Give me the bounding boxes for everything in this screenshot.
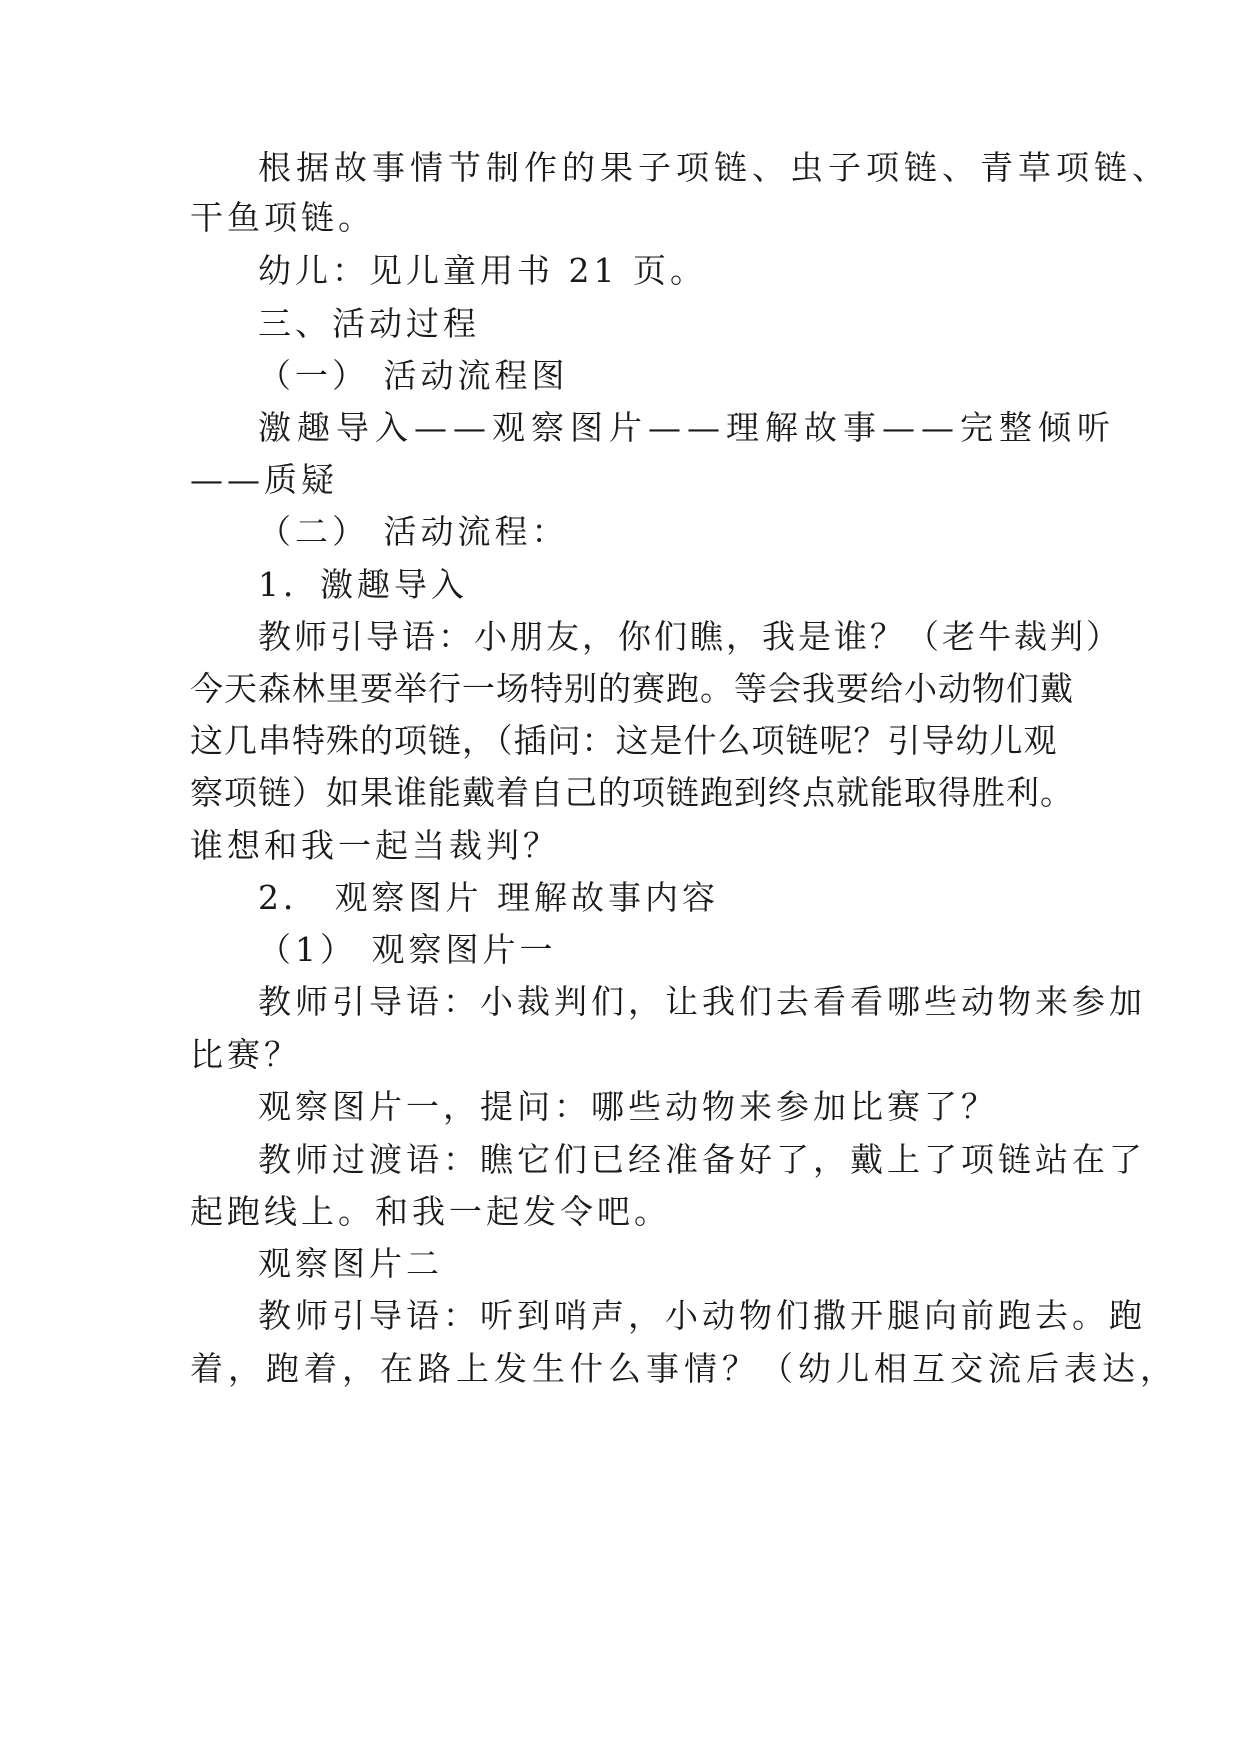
text-line: 干鱼项链。	[190, 198, 375, 237]
text-line: 谁想和我一起当裁判？	[190, 826, 560, 865]
text-line: 察项链）如果谁能戴着自己的项链跑到终点就能取得胜利。	[190, 773, 1074, 812]
text-line: 这几串特殊的项链，（插问：这是什么项链呢？引导幼儿观	[190, 721, 1058, 760]
text-line: 1．激趣导入	[258, 565, 468, 604]
text-line: 比赛？	[190, 1035, 301, 1074]
text-line: （1） 观察图片一	[258, 930, 557, 969]
text-line: 2． 观察图片 理解故事内容	[258, 878, 719, 917]
text-line: 着，跑着，在路上发生什么事情？（幼儿相互交流后表达，	[190, 1349, 1178, 1388]
text-line: 教师过渡语：瞧它们已经准备好了，戴上了项链站在了	[258, 1140, 1146, 1179]
text-line: 观察图片二	[258, 1244, 443, 1283]
text-line: 根据故事情节制作的果子项链、虫子项链、青草项链、	[258, 148, 1170, 187]
text-line: 起跑线上。和我一起发令吧。	[190, 1192, 671, 1231]
text-line: 三、活动过程	[258, 304, 480, 343]
text-line: 观察图片一，提问：哪些动物来参加比赛了？	[258, 1087, 998, 1126]
text-line: 教师引导语：小朋友，你们瞧，我是谁？（老牛裁判）	[258, 617, 1122, 656]
text-line: 教师引导语：小裁判们，让我们去看看哪些动物来参加	[258, 982, 1146, 1021]
text-line: 幼儿：见儿童用书 21 页。	[258, 251, 707, 290]
text-line: （二） 活动流程：	[258, 512, 569, 551]
text-line: 教师引导语：听到哨声，小动物们撒开腿向前跑去。跑	[258, 1296, 1146, 1335]
text-line: 激趣导入——观察图片——理解故事——完整倾听	[258, 408, 1116, 447]
text-line: ——质疑	[190, 460, 338, 499]
text-line: 今天森林里要举行一场特别的赛跑。等会我要给小动物们戴	[190, 669, 1074, 708]
text-line: （一） 活动流程图	[258, 356, 569, 395]
